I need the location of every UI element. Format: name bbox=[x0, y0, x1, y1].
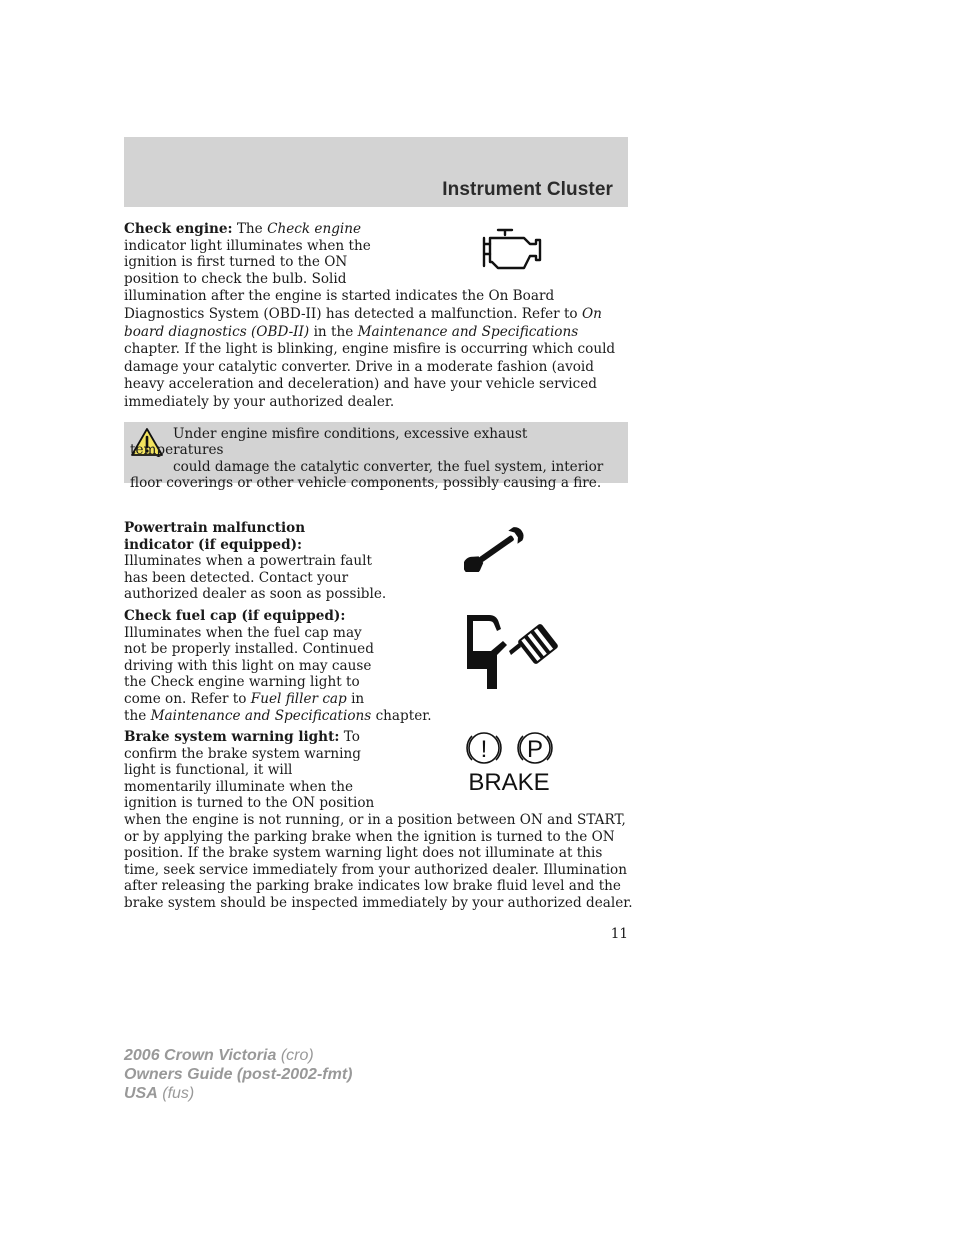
svg-text:BRAKE: BRAKE bbox=[468, 769, 550, 794]
warning-text: Under engine misfire conditions, excessive exhaust temperatures could damage the catalytic converter, the fuel system, interior floor coverings or other vehicle components, possibly causing a fire. bbox=[130, 426, 604, 492]
powertrain-label: Powertrain malfunction bbox=[124, 520, 306, 536]
wrench-icon bbox=[464, 522, 534, 572]
brake-label: Brake system warning light: bbox=[124, 729, 340, 745]
brake-warning-icon bbox=[462, 730, 558, 794]
section-title: Instrument Cluster bbox=[442, 179, 613, 200]
engine-icon bbox=[478, 224, 552, 274]
page-number: 11 bbox=[610, 926, 628, 942]
brake-paragraph: Brake system warning light: To confirm the brake system warning light is functional, it will momentarily illuminate when the ignition is turned to the ON position when the engine is not running, or in a position between ON and START, or by applying the parking brake when the ignition is turned to the ON position. If the brake system warning light does not illuminate at this time, seek service immediately from your authorized dealer. Illumination after releasing the parking brake indicates low brake fluid level and the brake system should be inspected immediately by your authorized dealer. bbox=[124, 729, 633, 911]
check-engine-paragraph: Check engine: The Check engine indicator light illuminates when the ignition is first turned to the ON position to check the bulb. Solid illumination after the engine is started indicates the On Board Diagnostics System (OBD-II) has detected a malfunction. Refer to On board diagnostics (OBD-II) in the Maintenance and Specifications chapter. If the light is blinking, engine misfire is occurring which could damage your catalytic converter. Drive in a moderate fashion (avoid heavy acceleration and deceleration) and have your vehicle serviced immediately by your authorized dealer. bbox=[124, 221, 616, 410]
svg-text:P: P bbox=[526, 736, 544, 763]
fuel-cap-label: Check fuel cap (if equipped): bbox=[124, 608, 346, 624]
document-footer: 2006 Crown Victoria (cro) Owners Guide (post-2002-fmt) USA (fus) bbox=[124, 1047, 353, 1102]
fuel-cap-icon bbox=[463, 611, 559, 691]
section-header bbox=[124, 137, 628, 207]
svg-text:!: ! bbox=[480, 736, 488, 763]
check-engine-label: Check engine: bbox=[124, 221, 233, 237]
fuel-cap-paragraph: Check fuel cap (if equipped): Illuminates when the fuel cap may not be properly installed. Continued driving with this light on may cause the Check engine warning light to come on. Refer to Fuel filler cap in the Maintenance and Specifications chapter. bbox=[124, 608, 432, 724]
warning-box bbox=[124, 422, 628, 492]
powertrain-paragraph: Powertrain malfunction indicator (if equipped): Illuminates when a powertrain fault has been detected. Contact your authorized dealer as soon as possible. bbox=[124, 520, 387, 603]
